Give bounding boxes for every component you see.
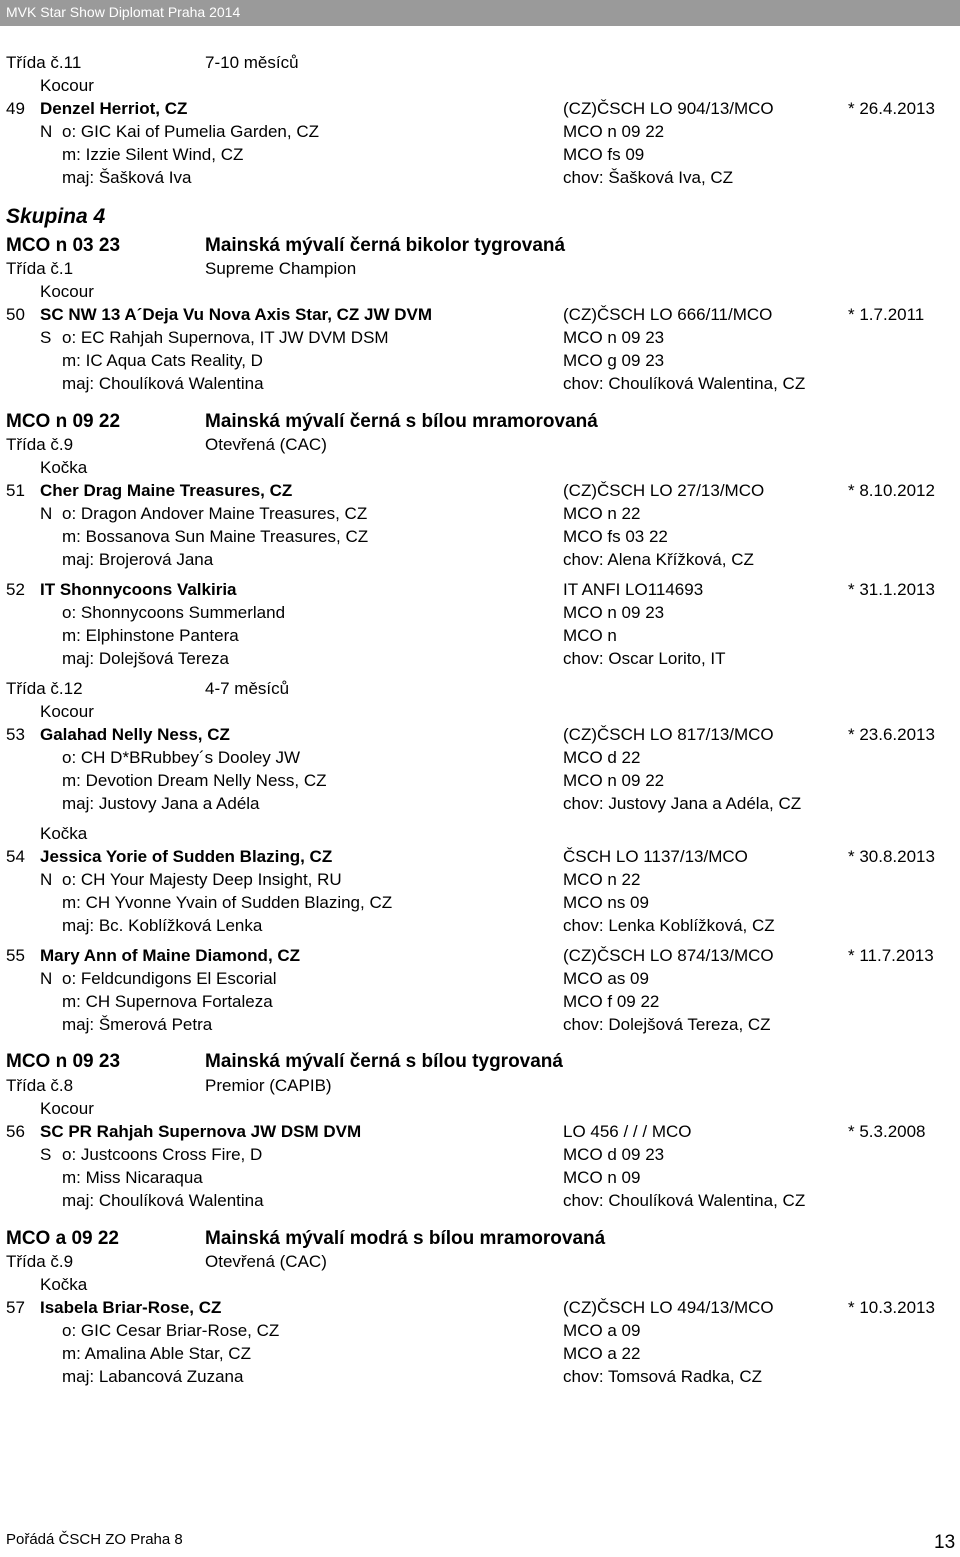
row-50-c3: (CZ)ČSCH LO 494/13/MCO <box>563 1298 774 1317</box>
row-47-c1: MCO a 09 22 <box>6 1228 119 1249</box>
row-32-c4: * 30.8.2013 <box>848 847 935 866</box>
row-17-c1: Cher Drag Maine Treasures, CZ <box>40 481 293 500</box>
row-39-c3: chov: Dolejšová Tereza, CZ <box>563 1015 771 1034</box>
row-4-c3: MCO fs 09 <box>563 145 645 164</box>
row-22-c3: MCO n 09 23 <box>563 603 665 622</box>
row-21-c4: * 31.1.2013 <box>848 580 935 599</box>
row-32-c1: Jessica Yorie of Sudden Blazing, CZ <box>40 847 333 866</box>
row-2-c3: (CZ)ČSCH LO 904/13/MCO <box>563 99 774 118</box>
row-44-c0: S <box>40 1145 52 1164</box>
row-35-c3: chov: Lenka Koblížková, CZ <box>563 916 775 935</box>
row-10-c0: 50 <box>6 305 25 324</box>
row-17-c4: * 8.10.2012 <box>848 481 935 500</box>
row-50-c4: * 10.3.2013 <box>848 1298 935 1317</box>
row-39-c1: maj: Šmerová Petra <box>62 1015 213 1034</box>
row-12-c3: MCO g 09 23 <box>563 351 665 370</box>
row-53-c1: maj: Labancová Zuzana <box>62 1367 244 1386</box>
row-23-c1: m: Elphinstone Pantera <box>62 626 239 645</box>
row-17-c3: (CZ)ČSCH LO 27/13/MCO <box>563 481 765 500</box>
row-14-c1: MCO n 09 22 <box>6 411 121 432</box>
row-24-c1: maj: Dolejšová Tereza <box>62 649 229 668</box>
page-number: 13 <box>934 1532 956 1553</box>
row-34-c1: m: CH Yvonne Yvain of Sudden Blazing, CZ <box>62 893 393 912</box>
row-36-c4: * 11.7.2013 <box>848 946 934 965</box>
row-27-c3: (CZ)ČSCH LO 817/13/MCO <box>563 725 774 744</box>
row-7-c2: Mainská mývalí černá bikolor tygrovaná <box>205 235 566 256</box>
row-21-c3: IT ANFI LO114693 <box>563 580 704 599</box>
row-53-c3: chov: Tomsová Radka, CZ <box>563 1367 763 1386</box>
row-52-c3: MCO a 22 <box>563 1344 641 1363</box>
row-43-c1: SC PR Rahjah Supernova JW DSM DVM <box>40 1122 362 1141</box>
row-11-c0: S <box>40 328 52 347</box>
row-10-c1: SC NW 13 A´Deja Vu Nova Axis Star, CZ JW DVM <box>40 305 433 324</box>
row-20-c1: maj: Brojerová Jana <box>62 550 214 569</box>
row-41-c2: Premior (CAPIB) <box>205 1076 332 1095</box>
row-51-c3: MCO a 09 <box>563 1321 641 1340</box>
row-47-c2: Mainská mývalí modrá s bílou mramorovaná <box>205 1228 606 1249</box>
row-38-c3: MCO f 09 22 <box>563 992 660 1011</box>
row-36-c1: Mary Ann of Maine Diamond, CZ <box>40 946 301 965</box>
row-2-c1: Denzel Herriot, CZ <box>40 99 188 118</box>
row-14-c2: Mainská mývalí černá s bílou mramorovaná <box>205 411 598 432</box>
row-34-c3: MCO ns 09 <box>563 893 649 912</box>
row-10-c3: (CZ)ČSCH LO 666/11/MCO <box>563 305 773 324</box>
row-3-c0: N <box>40 122 53 141</box>
row-21-c0: 52 <box>6 580 25 599</box>
row-42-c1: Kocour <box>40 1099 94 1118</box>
row-32-c0: 54 <box>6 847 25 866</box>
row-16-c1: Kočka <box>40 458 88 477</box>
row-11-c1: o: EC Rahjah Supernova, IT JW DVM DSM <box>62 328 389 347</box>
row-30-c3: chov: Justovy Jana a Adéla, CZ <box>563 794 802 813</box>
row-31-c1: Kočka <box>40 824 88 843</box>
row-44-c1: o: Justcoons Cross Fire, D <box>62 1145 263 1164</box>
row-25-c1: Třída č.12 <box>6 679 83 698</box>
row-12-c1: m: IC Aqua Cats Reality, D <box>62 351 263 370</box>
header-title: MVK Star Show Diplomat Praha 2014 <box>6 4 241 20</box>
row-4-c1: m: Izzie Silent Wind, CZ <box>62 145 244 164</box>
row-23-c3: MCO n <box>563 626 617 645</box>
row-8-c1: Třída č.1 <box>6 259 74 278</box>
row-8-c2: Supreme Champion <box>205 259 357 278</box>
row-15-c1: Třída č.9 <box>6 435 74 454</box>
row-3-c3: MCO n 09 22 <box>563 122 665 141</box>
row-33-c1: o: CH Your Majesty Deep Insight, RU <box>62 870 342 889</box>
row-38-c1: m: CH Supernova Fortaleza <box>62 992 273 1011</box>
footer-organizer: Pořádá ČSCH ZO Praha 8 <box>6 1531 183 1548</box>
row-20-c3: chov: Alena Křížková, CZ <box>563 550 754 569</box>
row-44-c3: MCO d 09 23 <box>563 1145 665 1164</box>
row-37-c1: o: Feldcundigons El Escorial <box>62 969 277 988</box>
row-43-c0: 56 <box>6 1122 25 1141</box>
row-18-c0: N <box>40 504 53 523</box>
row-27-c1: Galahad Nelly Ness, CZ <box>40 725 230 744</box>
row-30-c1: maj: Justovy Jana a Adéla <box>62 794 260 813</box>
row-40-c2: Mainská mývalí černá s bílou tygrovaná <box>205 1051 563 1072</box>
row-37-c3: MCO as 09 <box>563 969 649 988</box>
row-40-c1: MCO n 09 23 <box>6 1051 121 1072</box>
row-51-c1: o: GIC Cesar Briar-Rose, CZ <box>62 1321 280 1340</box>
row-27-c0: 53 <box>6 725 25 744</box>
row-48-c1: Třída č.9 <box>6 1252 74 1271</box>
row-29-c1: m: Devotion Dream Nelly Ness, CZ <box>62 771 327 790</box>
page-header <box>0 0 960 26</box>
row-36-c0: 55 <box>6 946 25 965</box>
row-2-c4: * 26.4.2013 <box>848 99 935 118</box>
row-27-c4: * 23.6.2013 <box>848 725 935 744</box>
row-50-c0: 57 <box>6 1298 25 1317</box>
row-43-c4: * 5.3.2008 <box>848 1122 926 1141</box>
row-50-c1: Isabela Briar-Rose, CZ <box>40 1298 222 1317</box>
row-0-c1: Třída č.11 <box>6 53 82 72</box>
row-41-c1: Třída č.8 <box>6 1076 74 1095</box>
row-46-c1: maj: Choulíková Walentina <box>62 1191 264 1210</box>
row-5-c1: maj: Šašková Iva <box>62 168 192 187</box>
row-28-c3: MCO d 22 <box>563 748 641 767</box>
row-15-c2: Otevřená (CAC) <box>205 435 327 454</box>
row-11-c3: MCO n 09 23 <box>563 328 665 347</box>
row-10-c4: * 1.7.2011 <box>848 305 925 324</box>
row-24-c3: chov: Oscar Lorito, IT <box>563 649 726 668</box>
row-36-c3: (CZ)ČSCH LO 874/13/MCO <box>563 946 774 965</box>
row-29-c3: MCO n 09 22 <box>563 771 665 790</box>
row-7-c1: MCO n 03 23 <box>6 235 121 256</box>
row-32-c3: ČSCH LO 1137/13/MCO <box>563 847 748 866</box>
row-19-c1: m: Bossanova Sun Maine Treasures, CZ <box>62 527 369 546</box>
row-21-c1: IT Shonnycoons Valkiria <box>40 580 237 599</box>
row-28-c1: o: CH D*BRubbey´s Dooley JW <box>62 748 301 767</box>
row-25-c2: 4-7 měsíců <box>205 679 290 698</box>
row-6-c1: Skupina 4 <box>6 205 106 228</box>
row-13-c1: maj: Choulíková Walentina <box>62 374 264 393</box>
row-9-c1: Kocour <box>40 282 94 301</box>
row-52-c1: m: Amalina Able Star, CZ <box>62 1344 251 1363</box>
row-35-c1: maj: Bc. Koblížková Lenka <box>62 916 263 935</box>
row-46-c3: chov: Choulíková Walentina, CZ <box>563 1191 806 1210</box>
row-43-c3: LO 456 / / / MCO <box>563 1122 692 1141</box>
row-13-c3: chov: Choulíková Walentina, CZ <box>563 374 806 393</box>
row-3-c1: o: GIC Kai of Pumelia Garden, CZ <box>62 122 319 141</box>
row-0-c2: 7-10 měsíců <box>205 53 299 72</box>
row-33-c3: MCO n 22 <box>563 870 641 889</box>
row-18-c1: o: Dragon Andover Maine Treasures, CZ <box>62 504 368 523</box>
row-2-c0: 49 <box>6 99 25 118</box>
row-49-c1: Kočka <box>40 1275 88 1294</box>
row-17-c0: 51 <box>6 481 25 500</box>
row-48-c2: Otevřená (CAC) <box>205 1252 327 1271</box>
row-18-c3: MCO n 22 <box>563 504 641 523</box>
row-1-c1: Kocour <box>40 76 94 95</box>
row-5-c3: chov: Šašková Iva, CZ <box>563 168 734 187</box>
row-45-c3: MCO n 09 <box>563 1168 641 1187</box>
row-45-c1: m: Miss Nicaraqua <box>62 1168 203 1187</box>
row-19-c3: MCO fs 03 22 <box>563 527 668 546</box>
row-26-c1: Kocour <box>40 702 94 721</box>
row-22-c1: o: Shonnycoons Summerland <box>62 603 286 622</box>
row-37-c0: N <box>40 969 53 988</box>
row-33-c0: N <box>40 870 53 889</box>
